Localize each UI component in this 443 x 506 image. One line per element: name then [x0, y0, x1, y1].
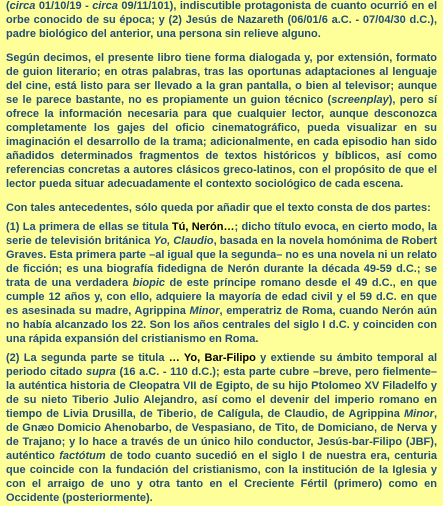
text-run-italic: Yo, Claudio — [153, 235, 214, 247]
paragraph-part-two — [6, 351, 437, 505]
text-run: , de Gnæo Domicio Ahenobarbo, de Vespasiano, de Tito, de Domiciano, de Nerva y de Trajano; y lo hace a través de un único hilo conductor, Jesús-bar-Filipo (JBF), auténtico — [6, 408, 437, 462]
text-run: (16 a.C. - 110 d.C.); esta parte cubre –breve, pero fielmente– la auténtica historia de Cleopatra VII de Egipto, de su hijo Ptolomeo XV Filadelfo y de su nieto Tiberio Julio Alejandro, así como el devenir del imperio romano en tiempo de Livia Drusilla, de Tiberio, de Calígula, de Claudio, de Agrippina — [6, 366, 437, 420]
text-run: 09/11/101), indiscutible protagonista de cuanto ocurrió en el orbe conocido de su época; y (2) Jesús de Nazareth (06/01/6 a.C. - 07/04/30 d.C.), padre biológico del anterior, una persona sin relieve alguno. — [6, 0, 437, 40]
text-run: Con tales antecedentes, sólo queda por añadir que el texto consta de dos partes: — [6, 202, 431, 214]
text-run-italic: screenplay — [331, 94, 389, 106]
text-run-italic: Minor — [189, 305, 220, 317]
text-run: (1) La primera de ellas se titula — [6, 221, 172, 233]
text-run: ( — [6, 0, 10, 12]
text-run: de este príncipe romano desde el 49 d.C., en que cumple 12 años y, con ello, adquiere la mayoría de edad civil y el 59 d.C. en que es asesinada su madre, Agrippina — [6, 277, 437, 317]
text-run: (2) La segunda parte se titula — [6, 352, 169, 364]
text-run: 01/10/19 - — [35, 0, 93, 12]
text-run: Según decimos, el presente libro tiene forma dialogada y, por extensión, formato de guion literario; en otras palabras, tras las oportunas adaptaciones al lenguaje del cine, está listo para ser llevado a la gran pantalla, o bien al televisor; aunque se le parece bastante, no es propiamente un guion técnico ( — [6, 52, 437, 106]
text-run: y extiende su ámbito temporal al periodo citado — [6, 352, 437, 378]
paragraph-parts-intro — [6, 201, 437, 215]
part-one-title: Tú, Nerón… — [171, 221, 235, 233]
text-run: , emperatriz de Roma, cuando Nerón aún no había alcanzado los 22. Son los años centrales del siglo I d.C. y coinciden con una rápida expansión del cristianismo en Roma. — [6, 305, 437, 345]
text-run-italic: supra — [85, 366, 116, 378]
paragraph-part-one — [6, 220, 437, 346]
paragraph-intro-continuation — [6, 0, 437, 41]
part-two-title: … Yo, Bar-Filipo — [168, 352, 256, 364]
text-run: , basada en la novela homónima de Robert Graves. Esta primera parte –al igual que la segunda– no es una novela ni un relato de ficción; es una biografía fidedigna de Nerón durante la década 49-59 d.C.; se trata de una verdadera — [6, 235, 438, 289]
text-run-italic: biopic — [132, 277, 166, 289]
text-run-italic: circa — [9, 0, 36, 12]
text-run-italic: Minor — [403, 408, 434, 420]
text-run: ), pero sí ofrece la información necesaria para que cualquier lector, aunque desconozca completamente los gajes del oficio cinematográfico, pueda visualizar en su imaginación el desarrollo de la trama; adicionalmente, en cada episodio han sido añadidos determinados fragmentos de textos históricos y bíblicos, así como referencias concretas a autores clásicos greco-latinos, con el propósito de que el lector pueda situar adecuadamente el contexto sociológico de cada escena. — [6, 94, 437, 190]
text-run-italic: factótum — [59, 450, 106, 462]
text-run-italic: circa — [92, 0, 118, 12]
paragraph-format — [6, 51, 437, 191]
text-run: de todo cuanto sucedió en el siglo I de nuestra era, centuria que coincide con la fundación del cristianismo, con la institución de la Iglesia y con el arraigo de uno y otra tanto en el Creciente Fértil (primero) como en Occidente (posteriormente). — [6, 450, 437, 504]
text-run: ; dicho título evoca, en cierto modo, la serie de televisión británica — [6, 221, 437, 247]
